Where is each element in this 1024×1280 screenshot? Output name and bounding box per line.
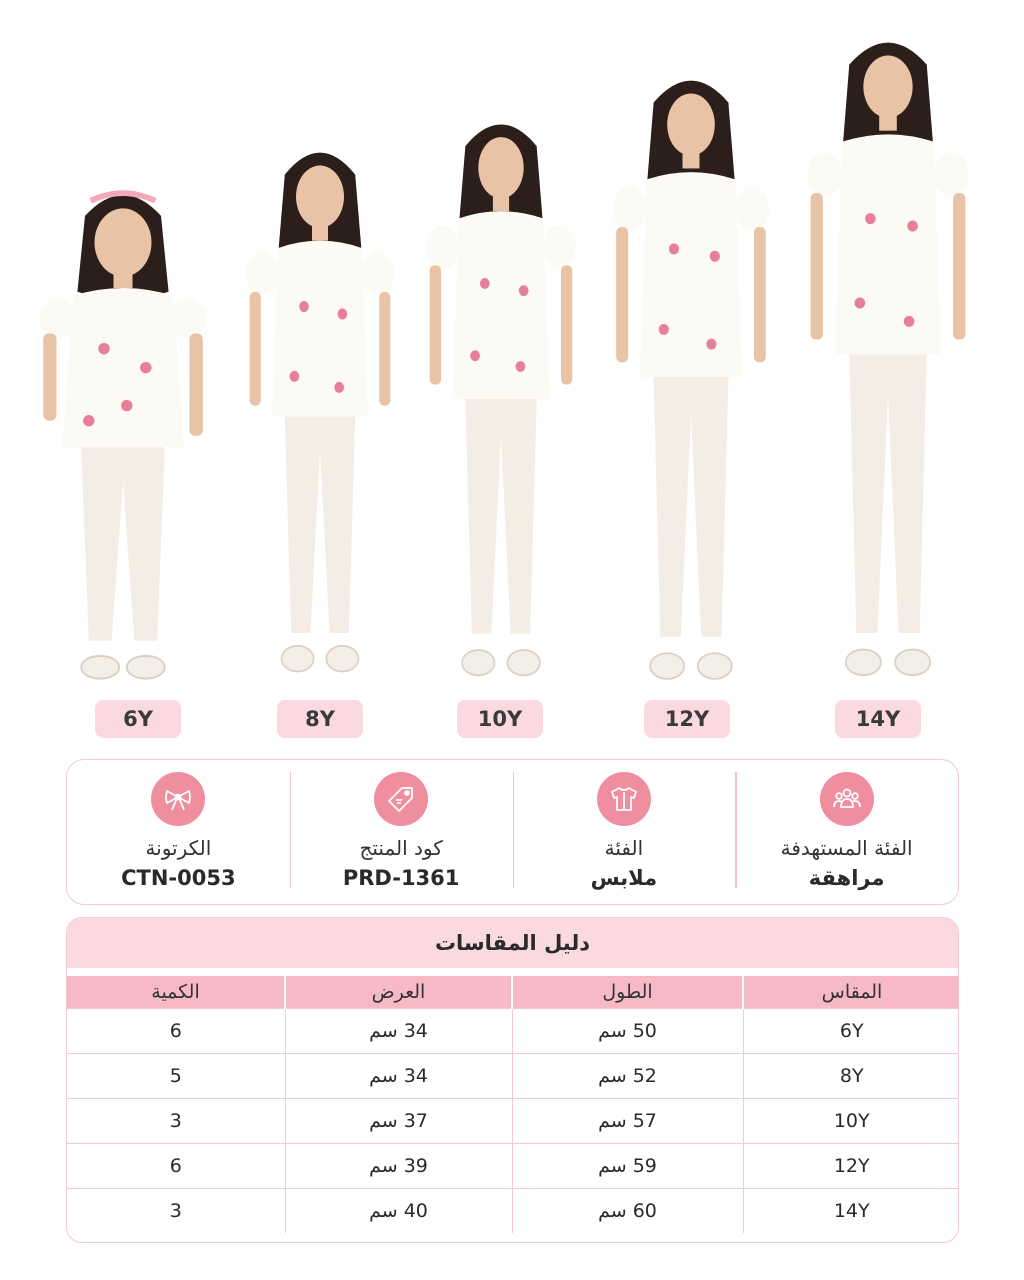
girl-figure-icon: [606, 66, 776, 688]
cell-quantity: 6: [67, 1143, 285, 1188]
table-header-row: [67, 972, 959, 1008]
info-value: مراهقة: [808, 866, 885, 890]
info-carton: [67, 760, 290, 904]
header-length: الطول: [512, 972, 743, 1008]
cell-quantity: 3: [67, 1098, 285, 1143]
girl-figure-icon: [800, 28, 976, 688]
header-size: المقاس: [743, 972, 959, 1008]
shirt-icon: [597, 772, 651, 826]
size-guide-table: [66, 917, 959, 1243]
girl-figure-icon: [28, 178, 218, 690]
info-product-code: [290, 760, 513, 904]
cell-width: 39 سم: [285, 1143, 512, 1188]
model-photo-10y: [420, 110, 582, 688]
model-photo-12y: [606, 66, 776, 688]
size-badge-12y: 12Y: [644, 700, 730, 738]
girl-figure-icon: [240, 138, 400, 688]
cell-width: 34 سم: [285, 1053, 512, 1098]
girl-figure-icon: [420, 110, 582, 688]
size-badge-10y: 10Y: [457, 700, 543, 738]
cell-quantity: 3: [67, 1188, 285, 1233]
cell-quantity: 5: [67, 1053, 285, 1098]
size-badge-8y: 8Y: [277, 700, 363, 738]
info-target-group: [735, 760, 958, 904]
size-guide-title: دليل المقاسات: [67, 918, 958, 968]
model-photo-6y: [28, 178, 218, 690]
size-table: [67, 968, 959, 1233]
cell-length: 52 سم: [512, 1053, 743, 1098]
table-row: [67, 1188, 959, 1233]
info-label: كود المنتج: [359, 836, 443, 860]
info-category: [513, 760, 736, 904]
cell-size: 12Y: [743, 1143, 959, 1188]
cell-width: 34 سم: [285, 1008, 512, 1053]
cell-size: 8Y: [743, 1053, 959, 1098]
size-badge-14y: 14Y: [835, 700, 921, 738]
cell-size: 10Y: [743, 1098, 959, 1143]
group-icon: [820, 772, 874, 826]
cell-quantity: 6: [67, 1008, 285, 1053]
table-row: [67, 1008, 959, 1053]
table-row: [67, 1053, 959, 1098]
cell-length: 59 سم: [512, 1143, 743, 1188]
info-label: الفئة: [604, 836, 644, 860]
model-photo-14y: [800, 28, 976, 688]
size-badge-6y: 6Y: [95, 700, 181, 738]
info-value: CTN-0053: [121, 866, 236, 890]
cell-length: 50 سم: [512, 1008, 743, 1053]
tag-icon: [374, 772, 428, 826]
cell-length: 57 سم: [512, 1098, 743, 1143]
info-value: ملابس: [590, 866, 658, 890]
cell-size: 14Y: [743, 1188, 959, 1233]
product-info-card: [66, 759, 959, 905]
cell-width: 40 سم: [285, 1188, 512, 1233]
cell-length: 60 سم: [512, 1188, 743, 1233]
cell-size: 6Y: [743, 1008, 959, 1053]
table-row: [67, 1098, 959, 1143]
bow-icon: [151, 772, 205, 826]
header-quantity: الكمية: [67, 972, 285, 1008]
header-width: العرض: [285, 972, 512, 1008]
info-label: الكرتونة: [145, 836, 212, 860]
info-value: PRD-1361: [342, 866, 460, 890]
table-row: [67, 1143, 959, 1188]
info-label: الفئة المستهدفة: [780, 836, 913, 860]
cell-width: 37 سم: [285, 1098, 512, 1143]
model-photo-8y: [240, 138, 400, 688]
